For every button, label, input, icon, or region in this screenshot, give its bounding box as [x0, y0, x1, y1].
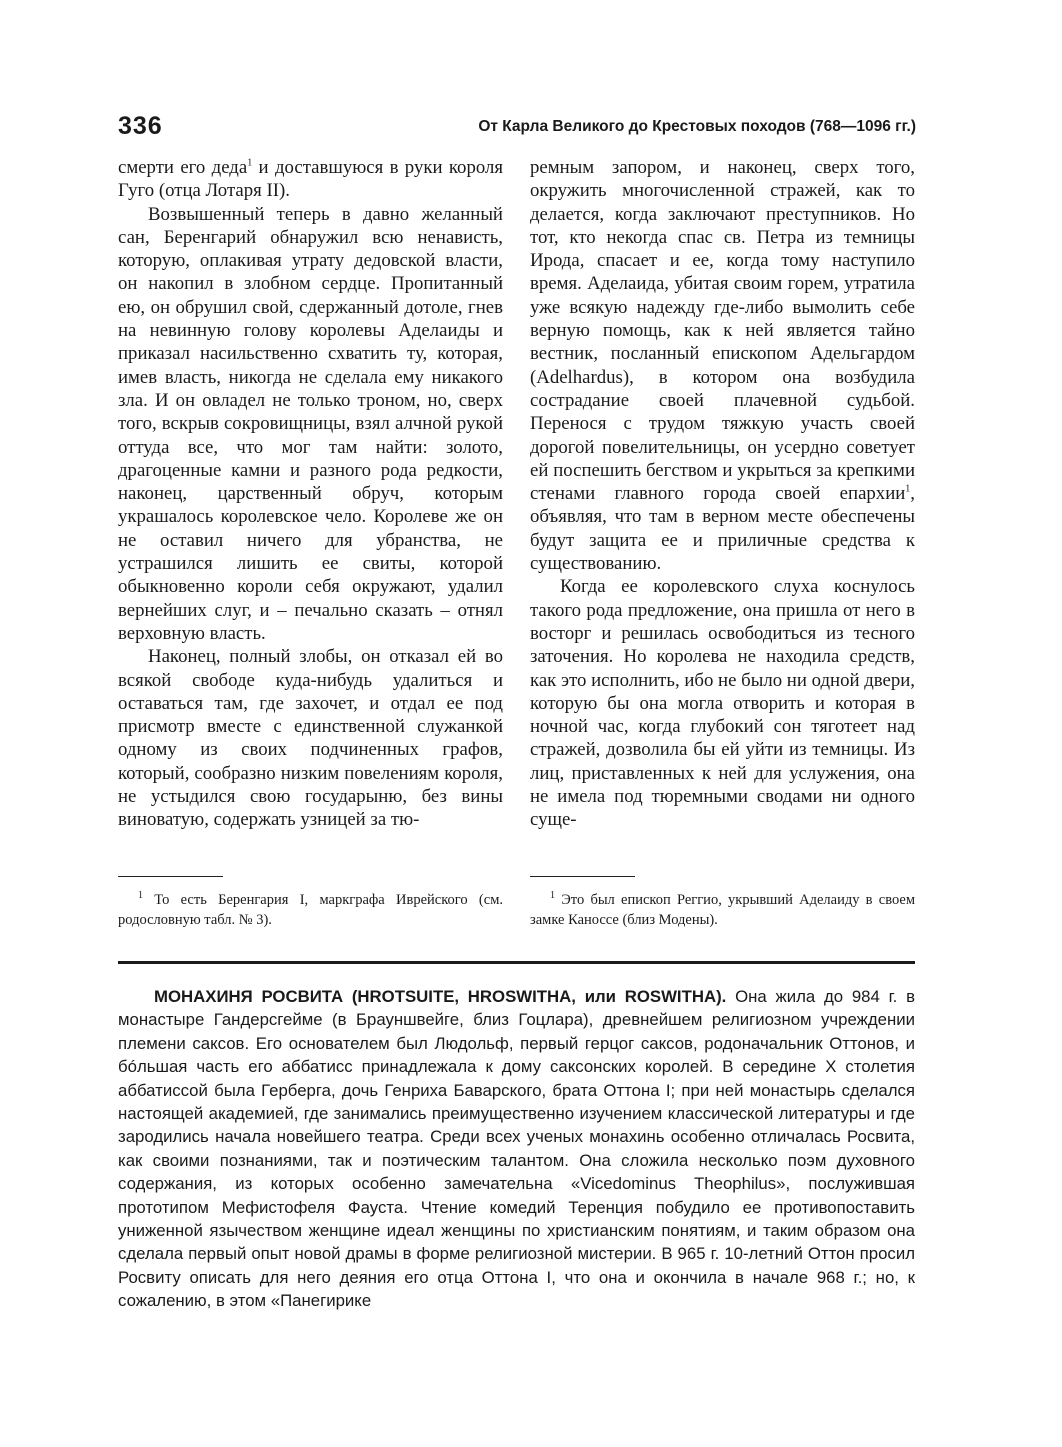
- right-p1-text-cont: , объявляя, что там в верном месте обеспечены будут защита ее и приличные средства к существованию.: [530, 483, 915, 575]
- page-number: 336: [118, 112, 163, 140]
- left-column: [118, 156, 503, 832]
- right-paragraph-1: [530, 156, 915, 575]
- footnote-rule-right: [530, 876, 635, 877]
- section-divider: [118, 961, 915, 964]
- left-paragraph-2: Возвышенный теперь в давно желанный сан, Беренгарий обнаружил всю ненависть, которую, оплакивая утрату дедовской власти, он накопил в злобном сердце. Пропитанный ею, он обрушил свой, сдержанный дотоле, гнев на невинную голову королевы Аделаиды и приказал насильственно схватить ту, которая, имев власть, никогда не сделала ему никакого зла. И он овладел не только троном, но, сверх того, вскрыв сокровищницы, взял алчной рукой оттуда все, что мог там найти: золото, драгоценные камни и разного рода редкости, наконец, царственный обруч, которым украшалось королевское чело. Королеве же он не оставил ничего для убранства, не устрашился лишить ее свиты, которой обыкновенно короли себя окружают, удалил вернейших слуг, и – печально сказать – отнял верховную власть.: [118, 203, 503, 644]
- footnote-left: [118, 890, 503, 930]
- right-p1-text: ремным запором, и наконец, сверх того, окружить многочисленной стражей, как то делается, когда заключают преступников. Но тот, кто некогда спас св. Петра из темницы Ирода, спасает и ее, когда тому наступило время. Аделаида, убитая своим горем, утратила уже всякую надежду где-либо вымолить себе верную помощь, как к ней является тайно вестник, посланный епископом Адельгардом (Adelhardus), в котором она возбудила сострадание своей плачевной судьбой. Перенося с трудом тяжкую участь своей дорогой повелительницы, он усердно советует ей поспешить бегством и укрыться за крепкими стенами главного города своей епархии: [530, 157, 915, 505]
- footnote-rule-left: [118, 876, 223, 877]
- footnote-right: [530, 890, 915, 930]
- right-paragraph-2: Когда ее королевского слуха коснулось такого рода предложение, она пришла от него в восторг и решилась освободиться из тесного заточения. Но королева не находила средств, как это исполнить, ибо не было ни одной двери, которую бы она могла отворить и которая в ночной час, когда глубокий сон тяготеет над стражей, дозволила бы ей уйти из темницы. Из лиц, приставленных к ней для услужения, она не имела под тюремными сводами ни одного суще-: [530, 576, 915, 831]
- left-p1-text-cont: и доставшуюся в руки короля Гуго (отца Лотаря II).: [118, 157, 503, 202]
- sidebar-text: Она жила до 984 г. в монастыре Гандерсгейме (в Брауншвейге, близ Гоцлара), древнейшем религиозном учреждении племени саксов. Его основателем был Людольф, первый герцог саксов, родоначальник Оттонов, и бóльшая часть его аббатисс принадлежала к дому саксонских королей. В середине X столетия аббатиссой была Герберга, дочь Генриха Баварского, брата Оттона I; при ней монастырь сделался настоящей академией, где занимались преимущественно изучением классической литературы и где зародились начала новейшего театра. Среди всех ученых монахинь особенно отличалась Росвита, как своими познаниями, так и поэтическим талантом. Она сложила несколько поэм духовного содержания, из которых особенно замечательна «Vicedominus Theophilus», послужившая прототипом Мефистофеля Фауста. Чтение комедий Теренция побудило ее противопоставить униженной язычеством женщине идеал женщины по христианским понятиям, и таким образом она сделала первый опыт новой драмы в форме религиозной мистерии. В 965 г. 10-летний Оттон просил Росвиту описать для него деяния его отца Оттона I, что она и окончила в начале 968 г.; но, к сожалению, в этом «Панегирике: [118, 987, 915, 1311]
- running-title: От Карла Великого до Крестовых походов (768—1096 гг.): [478, 118, 916, 135]
- footnote-right-text: Это был епископ Реггио, укрывший Аделаиду в своем замке Каноссе (близ Модены).: [530, 892, 915, 928]
- right-column: [530, 156, 915, 832]
- sidebar-heading: МОНАХИНЯ РОСВИТА (HROTSUITE, HROSWITHA, или ROSWITHA).: [154, 987, 727, 1006]
- footnote-mark-right: 1: [550, 890, 555, 902]
- footnote-ref-left: 1: [247, 157, 253, 169]
- footnote-ref-right: 1: [905, 483, 911, 495]
- left-paragraph-3: Наконец, полный злобы, он отказал ей во всякой свободе куда-нибудь удалиться и оставаться там, где захочет, и отдал ее под присмотр вместе с единственной служанкой одному из своих подчиненных графов, который, сообразно низким повелениям короля, не устыдился свою государыню, без вины виноватую, содержать узницей за тю-: [118, 646, 503, 831]
- footnote-mark-left: 1: [138, 890, 143, 902]
- left-p1-text: смерти его деда: [118, 157, 248, 178]
- footnote-left-text: То есть Беренгария I, маркграфа Иврейского (см. родословную табл. № 3).: [118, 892, 503, 928]
- sidebar-article: [118, 985, 915, 1313]
- left-paragraph-1: [118, 156, 503, 203]
